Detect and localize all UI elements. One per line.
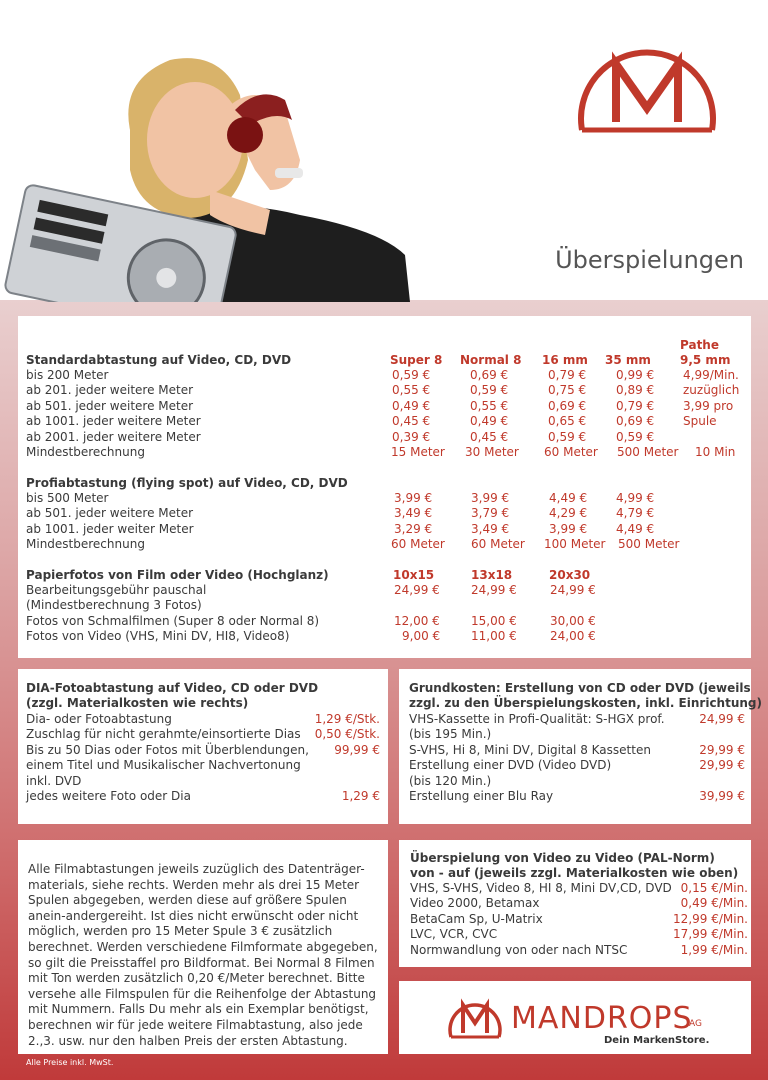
grund-panel bbox=[399, 669, 762, 824]
table-cell: 3,99 € bbox=[471, 491, 510, 505]
table-cell: 0,49 € bbox=[470, 414, 509, 429]
table-cell: 0,39 € bbox=[392, 429, 431, 444]
table-cell: 60 Meter bbox=[471, 537, 525, 552]
table-cell: zuzüglich bbox=[683, 383, 740, 398]
list-item-label: BetaCam Sp, U-Matrix bbox=[410, 911, 543, 926]
table-cell: 30,00 € bbox=[550, 613, 596, 628]
table-cell: 4,79 € bbox=[616, 506, 655, 521]
col-16mm: 16 mm bbox=[542, 353, 588, 367]
page-title: Überspielungen bbox=[555, 246, 744, 274]
table-row-label: ab 1001. jeder weiter Meter bbox=[26, 521, 194, 536]
table-cell: 3,99 pro bbox=[683, 398, 734, 413]
table-cell: 100 Meter bbox=[544, 537, 606, 552]
list-item-label: Video 2000, Betamax bbox=[410, 896, 540, 911]
list-item-label: inkl. DVD bbox=[26, 773, 82, 788]
table-cell: Spule bbox=[683, 414, 717, 429]
table-cell: 4,49 € bbox=[616, 521, 655, 536]
list-item-price: 0,50 €/Stk. bbox=[314, 727, 380, 742]
table-cell: 12,00 € bbox=[394, 613, 440, 628]
brand-m-logo-icon bbox=[447, 991, 503, 1041]
table-cell: 0,69 € bbox=[616, 414, 655, 429]
col-normal8: Normal 8 bbox=[460, 353, 522, 367]
table-cell: 0,69 € bbox=[470, 368, 509, 382]
list-item-price: 1,29 € bbox=[341, 789, 380, 803]
table-row-label: Fotos von Schmalfilmen (Super 8 oder Normal 8) bbox=[26, 613, 320, 628]
table-row-label: Mindestberechnung bbox=[26, 445, 145, 459]
table-cell: 11,00 € bbox=[471, 629, 517, 644]
table-cell: 0,45 € bbox=[392, 414, 431, 429]
table-row-label: Bearbeitungsgebühr pauschal bbox=[26, 583, 207, 597]
table-cell: 0,55 € bbox=[470, 398, 509, 413]
list-item-price: 39,99 € bbox=[699, 789, 745, 803]
table-cell: 500 Meter bbox=[618, 537, 680, 552]
video-panel bbox=[399, 840, 751, 967]
table-cell: 9,00 € bbox=[402, 629, 441, 644]
price-table-panel bbox=[18, 316, 751, 658]
table-cell: 24,00 € bbox=[550, 629, 596, 644]
table-row-label: ab 2001. jeder weitere Meter bbox=[26, 429, 201, 444]
list-item-label: (bis 195 Min.) bbox=[409, 727, 492, 742]
list-item-label: VHS, S-VHS, Video 8, HI 8, Mini DV,CD, DVD bbox=[410, 881, 672, 895]
table-cell: 4,49 € bbox=[549, 491, 588, 505]
table-cell: 60 Meter bbox=[391, 537, 445, 552]
table-cell: 24,99 € bbox=[550, 583, 596, 597]
dia-heading-1: DIA-Fotoabtastung auf Video, CD oder DVD bbox=[26, 681, 319, 695]
table-cell: 24,99 € bbox=[394, 583, 440, 597]
table-cell: 30 Meter bbox=[465, 445, 519, 459]
table-cell: 3,29 € bbox=[394, 521, 433, 536]
fotos-heading: Papierfotos von Film oder Video (Hochglanz) bbox=[26, 568, 329, 582]
col-pathe-line1: Pathe bbox=[680, 338, 719, 352]
table-row-label: ab 1001. jeder weitere Meter bbox=[26, 414, 201, 429]
table-row-label: bis 500 Meter bbox=[26, 491, 109, 505]
grund-heading-1: Grundkosten: Erstellung von CD oder DVD (jeweils bbox=[409, 681, 751, 695]
table-cell: 0,65 € bbox=[548, 414, 587, 429]
list-item-label: jedes weitere Foto oder Dia bbox=[26, 789, 191, 803]
table-cell: 0,79 € bbox=[548, 368, 587, 382]
col-10x15: 10x15 bbox=[393, 568, 435, 582]
col-35mm: 35 mm bbox=[605, 353, 651, 367]
list-item-price: 99,99 € bbox=[334, 742, 380, 757]
grund-heading-2: zzgl. zu den Überspielungskosten, inkl. Einrichtung) bbox=[409, 696, 762, 710]
table-cell: 3,49 € bbox=[394, 506, 433, 521]
list-item-label: VHS-Kassette in Profi-Qualität: S-HGX prof. bbox=[409, 712, 665, 726]
list-item-label: Erstellung einer Blu Ray bbox=[409, 789, 554, 803]
standard-heading: Standardabtastung auf Video, CD, DVD bbox=[26, 353, 292, 367]
notes-text: Alle Filmabtastungen jeweils zuzüglich des Datenträger-materials, siehe rechts. Werden mehr als drei 15 Meter Spulen abgegeben, werden diese auf größere Spulen anein-andergereiht. Ist dies nicht erwünscht oder nicht möglich, werden pro 15 Meter Spule 3 € zusätzlich berechnet. Werden verschiedene Filmformate abgegeben, so gilt die Preisstaffel pro Bildformat. Bei Normal 8 Filmen mit Ton werden zusätzlich 0,20 €/Meter berechnet. Bitte versehe alle Filmspulen für die Reihenfolge der Abtastung mit Nummern. Falls Du mehr als ein Exemplar benötigst, berechnen wir für jede weitere Filmabtastung, also jede 2.,3. usw. nur den halben Preis der ersten Abtastung. bbox=[28, 862, 378, 1048]
m-logo-icon bbox=[574, 38, 720, 138]
table-cell: 60 Meter bbox=[544, 445, 598, 459]
table-row-label: ab 201. jeder weitere Meter bbox=[26, 383, 194, 398]
list-item-price: 17,99 €/Min. bbox=[673, 927, 748, 942]
table-cell: 0,45 € bbox=[470, 429, 509, 444]
brand-panel bbox=[399, 981, 751, 1054]
list-item-label: Dia- oder Fotoabtastung bbox=[26, 712, 172, 726]
table-row-label: Mindestberechnung bbox=[26, 537, 145, 552]
table-cell: 3,99 € bbox=[394, 491, 433, 505]
list-item-label: Erstellung einer DVD (Video DVD) bbox=[409, 758, 612, 773]
table-cell: 3,79 € bbox=[471, 506, 510, 521]
list-item-label: Bis zu 50 Dias oder Fotos mit Überblendungen, bbox=[26, 742, 309, 757]
list-item-label: Normwandlung von oder nach NTSC bbox=[410, 942, 628, 957]
list-item-label: S-VHS, Hi 8, Mini DV, Digital 8 Kassetten bbox=[409, 742, 651, 757]
table-cell: 3,49 € bbox=[471, 521, 510, 536]
table-cell: 0,59 € bbox=[392, 368, 431, 382]
brand-slogan: Dein MarkenStore. bbox=[604, 1035, 710, 1046]
table-cell: 15,00 € bbox=[471, 613, 517, 628]
table-row-label: Fotos von Video (VHS, Mini DV, HI8, Video8) bbox=[26, 629, 290, 644]
table-cell: 4,29 € bbox=[549, 506, 588, 521]
table-cell: 0,79 € bbox=[616, 398, 655, 413]
list-item-label: (bis 120 Min.) bbox=[409, 773, 492, 788]
table-cell: 500 Meter bbox=[617, 445, 679, 459]
table-row-label: ab 501. jeder weitere Meter bbox=[26, 506, 194, 521]
list-item-price: 29,99 € bbox=[699, 742, 745, 757]
profi-heading: Profiabtastung (flying spot) auf Video, CD, DVD bbox=[26, 476, 348, 490]
table-cell: 0,55 € bbox=[392, 383, 431, 398]
table-cell: 3,99 € bbox=[549, 521, 588, 536]
col-13x18: 13x18 bbox=[471, 568, 513, 582]
list-item-price: 1,29 €/Stk. bbox=[314, 712, 380, 726]
dia-heading-2: (zzgl. Materialkosten wie rechts) bbox=[26, 696, 249, 710]
price-footnote: Alle Preise inkl. MwSt. bbox=[26, 1058, 114, 1067]
list-item-price: 0,49 €/Min. bbox=[680, 896, 748, 911]
hero-photo bbox=[0, 40, 420, 302]
list-item-price: 29,99 € bbox=[699, 758, 745, 773]
col-95mm: 9,5 mm bbox=[680, 353, 731, 367]
table-cell: 10 Min bbox=[695, 445, 736, 459]
table-cell: 0,75 € bbox=[548, 383, 587, 398]
table-cell: 0,59 € bbox=[548, 429, 587, 444]
video-heading-2: von - auf (jeweils zzgl. Materialkosten wie oben) bbox=[410, 866, 739, 880]
table-row-label: (Mindestberechnung 3 Fotos) bbox=[26, 598, 202, 613]
table-cell: 4,99 € bbox=[616, 491, 655, 505]
list-item-price: 12,99 €/Min. bbox=[673, 911, 748, 926]
col-super8: Super 8 bbox=[390, 353, 443, 367]
table-cell: 0,49 € bbox=[392, 398, 431, 413]
col-20x30: 20x30 bbox=[549, 568, 591, 582]
video-heading-1: Überspielung von Video zu Video (PAL-Norm) bbox=[410, 851, 715, 865]
table-cell: 0,59 € bbox=[470, 383, 509, 398]
brand-suffix: AG bbox=[689, 1019, 702, 1029]
table-cell: 0,69 € bbox=[548, 398, 587, 413]
table-cell: 15 Meter bbox=[391, 445, 445, 459]
list-item-label: einem Titel und Musikalischer Nachvertonung bbox=[26, 758, 301, 773]
table-cell: 0,99 € bbox=[616, 368, 655, 382]
list-item-price: 0,15 €/Min. bbox=[680, 881, 748, 895]
table-row-label: ab 501. jeder weitere Meter bbox=[26, 398, 194, 413]
dia-panel bbox=[18, 669, 388, 824]
brand-name: MANDROPS bbox=[511, 1001, 693, 1036]
table-cell: 4,99/Min. bbox=[683, 368, 739, 382]
table-row-label: bis 200 Meter bbox=[26, 368, 109, 382]
table-cell: 24,99 € bbox=[471, 583, 517, 597]
table-cell: 0,59 € bbox=[616, 429, 655, 444]
notes-panel bbox=[18, 840, 388, 1054]
list-item-label: Zuschlag für nicht gerahmte/einsortierte Dias bbox=[26, 727, 301, 742]
list-item-label: LVC, VCR, CVC bbox=[410, 927, 498, 942]
list-item-price: 24,99 € bbox=[699, 712, 745, 726]
table-cell: 0,89 € bbox=[616, 383, 655, 398]
list-item-price: 1,99 €/Min. bbox=[680, 942, 748, 957]
